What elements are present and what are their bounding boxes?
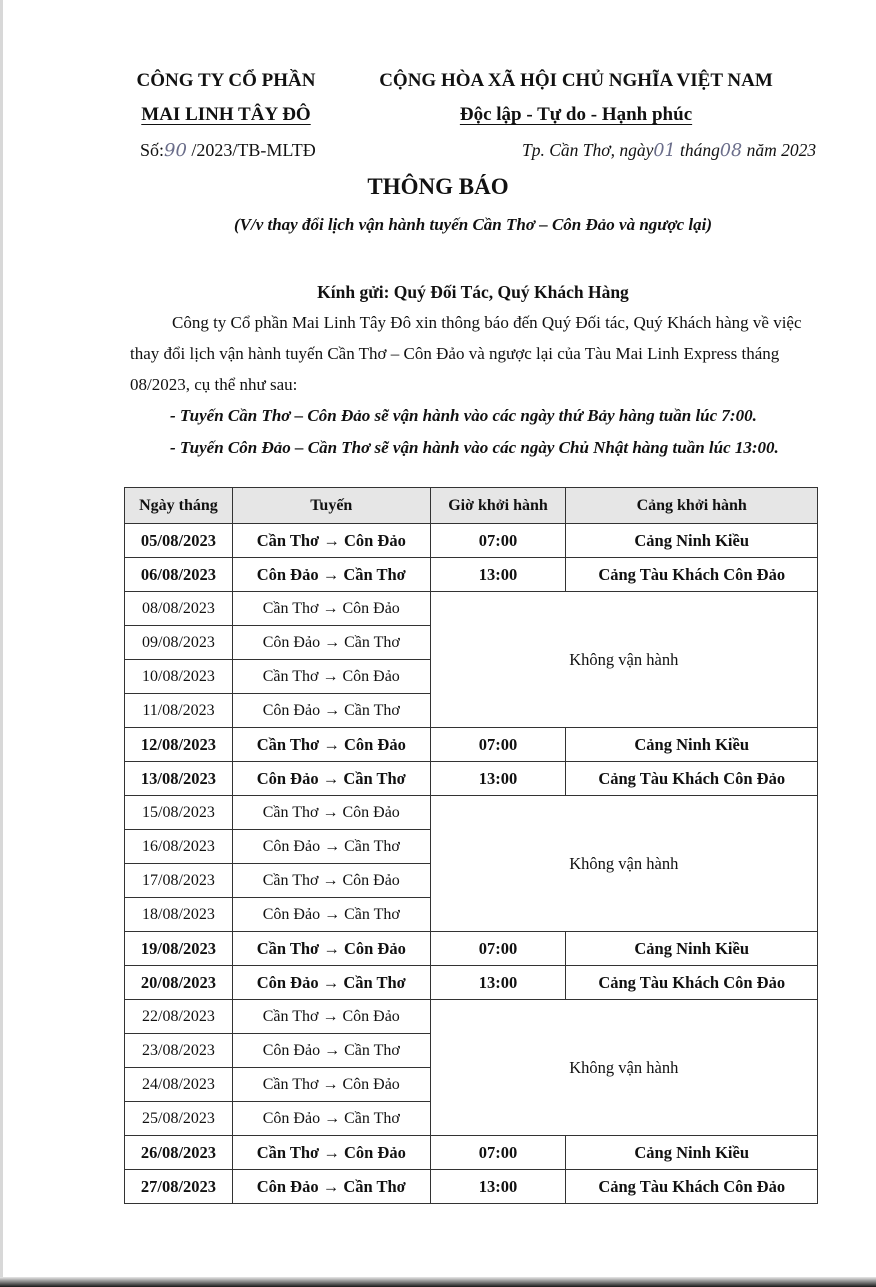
cell-date: 16/08/2023 [125, 830, 233, 864]
date-day-handwritten: 01 [653, 141, 676, 161]
cell-date: 18/08/2023 [125, 898, 233, 932]
header-departure-port: Cảng khởi hành [566, 488, 818, 524]
cell-time: 13:00 [430, 762, 566, 796]
table-header-row [125, 488, 818, 524]
cell-no-service: Không vận hành [430, 796, 817, 932]
table-row [125, 966, 818, 1000]
cell-date: 05/08/2023 [125, 524, 233, 558]
cell-route: Cần Thơ → Côn Đảo [232, 1068, 430, 1102]
nation-title: CỘNG HÒA XÃ HỘI CHỦ NGHĨA VIỆT NAM [379, 70, 773, 91]
date-part1: Tp. Cần Thơ, ngày [522, 140, 654, 160]
date-part2: tháng [680, 140, 720, 160]
cell-port: Cảng Tàu Khách Côn Đảo [566, 1170, 818, 1204]
body-line3: 08/2023, cụ thể như sau: [130, 375, 298, 394]
header-departure-time: Giờ khởi hành [430, 488, 566, 524]
table-row [125, 1000, 818, 1034]
cell-route: Cần Thơ → Côn Đảo [232, 592, 430, 626]
cell-date: 20/08/2023 [125, 966, 233, 1000]
notice-title: THÔNG BÁO [367, 174, 509, 199]
body-line2: thay đổi lịch vận hành tuyến Cần Thơ – Côn Đảo và ngược lại của Tàu Mai Linh Express tháng [130, 344, 780, 363]
doc-number-suffix: /2023/TB-MLTĐ [191, 140, 316, 160]
cell-route: Côn Đảo → Cần Thơ [232, 830, 430, 864]
date-line [522, 140, 816, 161]
cell-route: Cần Thơ → Côn Đảo [232, 728, 430, 762]
cell-port: Cảng Tàu Khách Côn Đảo [566, 762, 818, 796]
cell-time: 07:00 [430, 728, 566, 762]
bullet-2: - Tuyến Côn Đảo – Cần Thơ sẽ vận hành vào các ngày Chủ Nhật hàng tuần lúc 13:00. [170, 438, 779, 457]
cell-port: Cảng Ninh Kiều [566, 524, 818, 558]
scan-edge-bottom [0, 1277, 876, 1287]
cell-port: Cảng Ninh Kiều [566, 1136, 818, 1170]
table-row [125, 796, 818, 830]
cell-date: 11/08/2023 [125, 694, 233, 728]
cell-date: 23/08/2023 [125, 1034, 233, 1068]
table-row [125, 1170, 818, 1204]
header-date: Ngày tháng [125, 488, 233, 524]
cell-date: 26/08/2023 [125, 1136, 233, 1170]
cell-route: Cần Thơ → Côn Đảo [232, 524, 430, 558]
cell-time: 13:00 [430, 1170, 566, 1204]
cell-time: 13:00 [430, 558, 566, 592]
cell-time: 07:00 [430, 932, 566, 966]
nation-motto: Độc lập - Tự do - Hạnh phúc [459, 104, 693, 125]
cell-date: 13/08/2023 [125, 762, 233, 796]
cell-port: Cảng Ninh Kiều [566, 728, 818, 762]
doc-number-prefix: Số: [140, 140, 165, 160]
cell-date: 15/08/2023 [125, 796, 233, 830]
cell-no-service: Không vận hành [430, 1000, 817, 1136]
doc-number [140, 140, 316, 161]
notice-subtitle: (V/v thay đổi lịch vận hành tuyến Cần Thơ – Côn Đảo và ngược lại) [233, 215, 713, 234]
cell-route: Côn Đảo → Cần Thơ [232, 1034, 430, 1068]
cell-port: Cảng Tàu Khách Côn Đảo [566, 558, 818, 592]
table-row [125, 932, 818, 966]
cell-route: Côn Đảo → Cần Thơ [232, 694, 430, 728]
cell-date: 12/08/2023 [125, 728, 233, 762]
cell-route: Cần Thơ → Côn Đảo [232, 1000, 430, 1034]
salutation: Kính gửi: Quý Đối Tác, Quý Khách Hàng [317, 282, 629, 302]
date-part3: năm 2023 [746, 140, 817, 160]
cell-date: 08/08/2023 [125, 592, 233, 626]
nation-motto-wrap [376, 104, 776, 126]
cell-date: 19/08/2023 [125, 932, 233, 966]
cell-route: Côn Đảo → Cần Thơ [232, 558, 430, 592]
table-row [125, 592, 818, 626]
cell-route: Cần Thơ → Côn Đảo [232, 660, 430, 694]
cell-date: 10/08/2023 [125, 660, 233, 694]
cell-route: Côn Đảo → Cần Thơ [232, 966, 430, 1000]
company-name-line2 [126, 104, 326, 126]
cell-time: 13:00 [430, 966, 566, 1000]
cell-date: 27/08/2023 [125, 1170, 233, 1204]
cell-port: Cảng Ninh Kiều [566, 932, 818, 966]
table-row [125, 728, 818, 762]
cell-time: 07:00 [430, 1136, 566, 1170]
cell-date: 25/08/2023 [125, 1102, 233, 1136]
cell-route: Côn Đảo → Cần Thơ [232, 626, 430, 660]
cell-date: 17/08/2023 [125, 864, 233, 898]
table-row [125, 558, 818, 592]
table-row [125, 1136, 818, 1170]
cell-route: Cần Thơ → Côn Đảo [232, 932, 430, 966]
cell-route: Côn Đảo → Cần Thơ [232, 1170, 430, 1204]
cell-no-service: Không vận hành [430, 592, 817, 728]
cell-route: Cần Thơ → Côn Đảo [232, 796, 430, 830]
table-row [125, 524, 818, 558]
header-route: Tuyến [232, 488, 430, 524]
cell-route: Côn Đảo → Cần Thơ [232, 1102, 430, 1136]
table-row [125, 762, 818, 796]
cell-port: Cảng Tàu Khách Côn Đảo [566, 966, 818, 1000]
cell-date: 24/08/2023 [125, 1068, 233, 1102]
cell-date: 09/08/2023 [125, 626, 233, 660]
cell-route: Cần Thơ → Côn Đảo [232, 864, 430, 898]
cell-time: 07:00 [430, 524, 566, 558]
cell-date: 22/08/2023 [125, 1000, 233, 1034]
company-name-text: MAI LINH TÂY ĐÔ [141, 104, 311, 125]
date-month-handwritten: 08 [719, 141, 743, 161]
company-name-line1: CÔNG TY CỔ PHẦN [136, 70, 316, 91]
cell-route: Côn Đảo → Cần Thơ [232, 762, 430, 796]
schedule-table [124, 487, 818, 1204]
body-line1: Công ty Cổ phần Mai Linh Tây Đô xin thông báo đến Quý Đối tác, Quý Khách hàng về việc [172, 313, 802, 332]
cell-date: 06/08/2023 [125, 558, 233, 592]
bullet-1: - Tuyến Cần Thơ – Côn Đảo sẽ vận hành vào các ngày thứ Bảy hàng tuần lúc 7:00. [170, 406, 757, 425]
doc-number-handwritten: 90 [164, 140, 187, 161]
cell-route: Cần Thơ → Côn Đảo [232, 1136, 430, 1170]
cell-route: Côn Đảo → Cần Thơ [232, 898, 430, 932]
